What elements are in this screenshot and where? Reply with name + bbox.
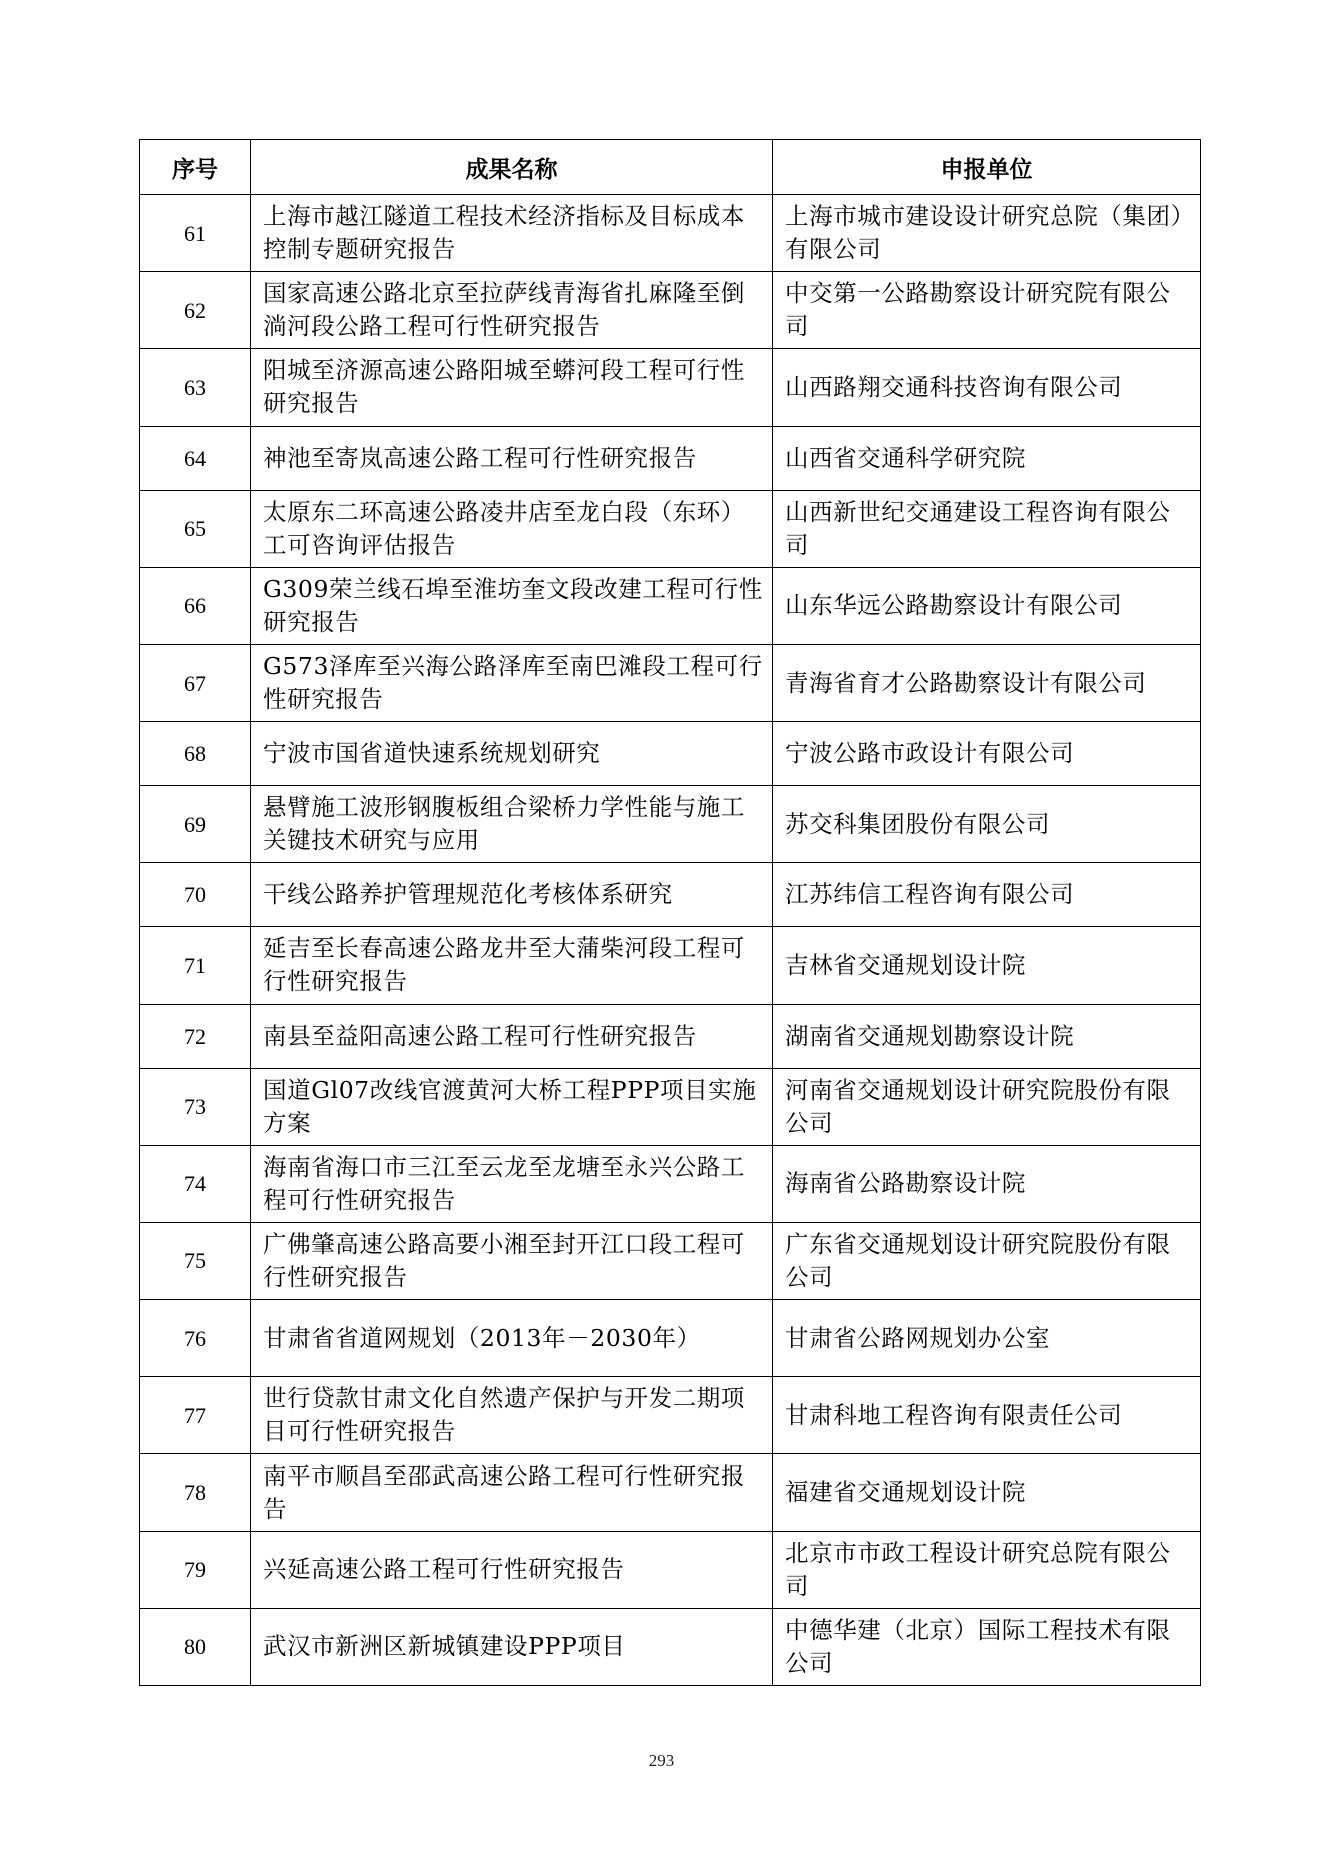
row-name: 广佛肇高速公路高要小湘至封开江口段工程可行性研究报告	[251, 1222, 773, 1299]
row-unit: 宁波公路市政设计有限公司	[773, 722, 1201, 786]
row-unit: 山西省交通科学研究院	[773, 426, 1201, 490]
table-row	[140, 1608, 1201, 1685]
row-seq: 69	[140, 786, 251, 863]
row-name: 宁波市国省道快速系统规划研究	[251, 722, 773, 786]
row-seq: 67	[140, 644, 251, 721]
row-name: 武汉市新洲区新城镇建设PPP项目	[251, 1608, 773, 1685]
row-seq: 61	[140, 195, 251, 272]
header-seq: 序号	[140, 140, 251, 195]
header-unit: 申报单位	[773, 140, 1201, 195]
row-unit: 山东华远公路勘察设计有限公司	[773, 567, 1201, 644]
page-number: 293	[648, 1751, 675, 1770]
header-name: 成果名称	[251, 140, 773, 195]
row-seq: 80	[140, 1608, 251, 1685]
table-row	[140, 1377, 1201, 1454]
table-row	[140, 927, 1201, 1004]
row-name: 神池至寄岚高速公路工程可行性研究报告	[251, 426, 773, 490]
row-seq: 74	[140, 1145, 251, 1222]
table-row	[140, 490, 1201, 567]
row-name: G573泽库至兴海公路泽库至南巴滩段工程可行性研究报告	[251, 644, 773, 721]
table-row	[140, 722, 1201, 786]
row-unit: 上海市城市建设设计研究总院（集团）有限公司	[773, 195, 1201, 272]
row-seq: 78	[140, 1454, 251, 1531]
row-seq: 64	[140, 426, 251, 490]
row-name: 国道Gl07改线官渡黄河大桥工程PPP项目实施方案	[251, 1068, 773, 1145]
row-seq: 63	[140, 349, 251, 426]
table-row	[140, 1300, 1201, 1377]
row-name: 太原东二环高速公路凌井店至龙白段（东环）工可咨询评估报告	[251, 490, 773, 567]
row-unit: 海南省公路勘察设计院	[773, 1145, 1201, 1222]
row-name: 延吉至长春高速公路龙井至大蒲柴河段工程可行性研究报告	[251, 927, 773, 1004]
row-seq: 70	[140, 863, 251, 927]
table-row	[140, 1068, 1201, 1145]
row-unit: 山西新世纪交通建设工程咨询有限公司	[773, 490, 1201, 567]
row-name: 阳城至济源高速公路阳城至蟒河段工程可行性研究报告	[251, 349, 773, 426]
row-seq: 68	[140, 722, 251, 786]
row-unit: 广东省交通规划设计研究院股份有限公司	[773, 1222, 1201, 1299]
table-row	[140, 426, 1201, 490]
table-row	[140, 1531, 1201, 1608]
row-name: 世行贷款甘肃文化自然遗产保护与开发二期项目可行性研究报告	[251, 1377, 773, 1454]
table-row	[140, 195, 1201, 272]
row-unit: 北京市市政工程设计研究总院有限公司	[773, 1531, 1201, 1608]
row-name: 海南省海口市三江至云龙至龙塘至永兴公路工程可行性研究报告	[251, 1145, 773, 1222]
row-unit: 山西路翔交通科技咨询有限公司	[773, 349, 1201, 426]
row-name: 上海市越江隧道工程技术经济指标及目标成本控制专题研究报告	[251, 195, 773, 272]
row-name: 悬臂施工波形钢腹板组合梁桥力学性能与施工关键技术研究与应用	[251, 786, 773, 863]
row-seq: 62	[140, 272, 251, 349]
table-header-row	[140, 140, 1201, 195]
table-row	[140, 1004, 1201, 1068]
row-unit: 中德华建（北京）国际工程技术有限公司	[773, 1608, 1201, 1685]
row-seq: 65	[140, 490, 251, 567]
table-row	[140, 349, 1201, 426]
row-unit: 河南省交通规划设计研究院股份有限公司	[773, 1068, 1201, 1145]
row-unit: 苏交科集团股份有限公司	[773, 786, 1201, 863]
row-seq: 72	[140, 1004, 251, 1068]
row-seq: 76	[140, 1300, 251, 1377]
row-name: 兴延高速公路工程可行性研究报告	[251, 1531, 773, 1608]
row-unit: 甘肃省公路网规划办公室	[773, 1300, 1201, 1377]
row-unit: 青海省育才公路勘察设计有限公司	[773, 644, 1201, 721]
table-row	[140, 272, 1201, 349]
row-unit: 福建省交通规划设计院	[773, 1454, 1201, 1531]
row-name: 南平市顺昌至邵武高速公路工程可行性研究报告	[251, 1454, 773, 1531]
row-name: 甘肃省省道网规划（2013年－2030年）	[251, 1300, 773, 1377]
row-seq: 79	[140, 1531, 251, 1608]
row-seq: 73	[140, 1068, 251, 1145]
row-seq: 66	[140, 567, 251, 644]
row-name: 干线公路养护管理规范化考核体系研究	[251, 863, 773, 927]
row-unit: 中交第一公路勘察设计研究院有限公司	[773, 272, 1201, 349]
row-unit: 吉林省交通规划设计院	[773, 927, 1201, 1004]
row-name: G309荣兰线石埠至淮坊奎文段改建工程可行性研究报告	[251, 567, 773, 644]
row-seq: 77	[140, 1377, 251, 1454]
row-name: 国家高速公路北京至拉萨线青海省扎麻隆至倒淌河段公路工程可行性研究报告	[251, 272, 773, 349]
table-row	[140, 1145, 1201, 1222]
table-row	[140, 786, 1201, 863]
row-unit: 江苏纬信工程咨询有限公司	[773, 863, 1201, 927]
row-seq: 71	[140, 927, 251, 1004]
table-row	[140, 644, 1201, 721]
table-row	[140, 1222, 1201, 1299]
row-seq: 75	[140, 1222, 251, 1299]
table-row	[140, 1454, 1201, 1531]
table-row	[140, 863, 1201, 927]
row-unit: 甘肃科地工程咨询有限责任公司	[773, 1377, 1201, 1454]
table-row	[140, 567, 1201, 644]
results-table	[139, 139, 1201, 1686]
row-name: 南县至益阳高速公路工程可行性研究报告	[251, 1004, 773, 1068]
row-unit: 湖南省交通规划勘察设计院	[773, 1004, 1201, 1068]
